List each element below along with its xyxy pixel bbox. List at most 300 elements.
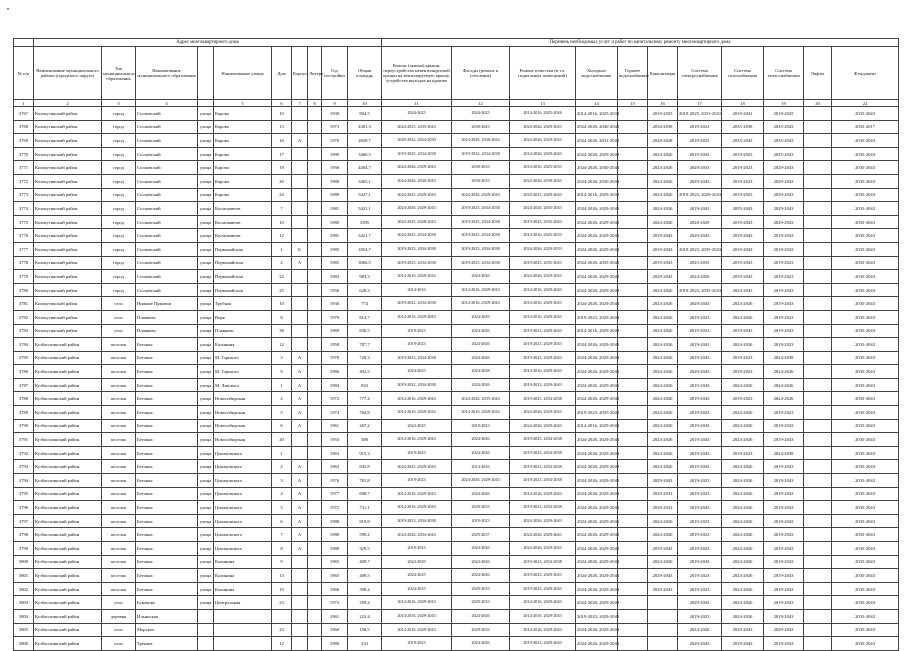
table-cell: 2035-2043 — [832, 256, 899, 270]
table-cell: поселок — [102, 419, 136, 433]
table-cell: 2024-2026 — [452, 351, 510, 365]
table-cell: село — [102, 623, 136, 637]
column-header-row — [14, 47, 899, 100]
column-header: Фасады (ремонт и утепление) — [452, 47, 510, 100]
table-cell: 2024-2026, 2029-2043 — [576, 433, 618, 447]
table-cell: 2019-2023, 2034-2038 — [510, 555, 576, 569]
table-cell: 2019-2023 — [382, 542, 452, 556]
table-cell: 3767 — [14, 107, 34, 121]
table-cell — [292, 310, 308, 324]
table-cell: Новосибирская — [214, 406, 272, 420]
table-cell: 2035-2043 — [832, 229, 899, 243]
table-cell: 2024-2026, 2029-2043 — [576, 514, 618, 528]
table-cell: 2024-2026 — [648, 446, 678, 460]
table-cell: Бетонка — [136, 528, 198, 542]
table-cell — [308, 460, 322, 474]
table-cell: Калинина — [214, 582, 272, 596]
table-cell: 2024-2026, 2029-2043 — [510, 419, 576, 433]
table-cell — [804, 147, 832, 161]
table-cell: 2019-2025, 2034-2038 — [452, 242, 510, 256]
table-cell: поселок — [102, 474, 136, 488]
table-cell: 3795 — [14, 487, 34, 501]
table-cell: 38 — [272, 324, 292, 338]
table-cell: 2019-2023, 2034-2038 — [382, 514, 452, 528]
table-cell — [292, 324, 308, 338]
table-cell: 1961 — [322, 419, 348, 433]
table-cell — [618, 229, 648, 243]
table-row — [14, 433, 899, 447]
table-cell: 2029-2043 — [678, 637, 722, 651]
table-cell: 1956 — [322, 283, 348, 297]
table-cell — [308, 188, 322, 202]
table-cell: село — [102, 297, 136, 311]
table-cell: поселок — [102, 338, 136, 352]
table-cell — [292, 433, 308, 447]
table-cell: улица — [198, 202, 214, 216]
table-cell: Первомайская — [214, 256, 272, 270]
table-cell: 1958 — [322, 338, 348, 352]
table-cell: поселок — [102, 351, 136, 365]
table-cell: Кузбасскинский район — [34, 596, 102, 610]
table-cell — [292, 446, 308, 460]
table-cell: 3777 — [14, 242, 34, 256]
table-cell: 1988 — [322, 188, 348, 202]
column-header: Наименование улицы — [214, 47, 272, 100]
table-cell: Новосибирская — [214, 419, 272, 433]
table-cell: 2019-2023, 2035-2043 — [678, 283, 722, 297]
table-cell: 764,8 — [348, 406, 382, 420]
table-cell: 398,4 — [348, 582, 382, 596]
table-cell: 2024-2025 — [452, 107, 510, 121]
table-cell: Кузбасскинский район — [34, 338, 102, 352]
table-cell — [292, 229, 308, 243]
table-row — [14, 310, 899, 324]
table-cell: 3768 — [14, 120, 34, 134]
table-cell: 3 — [272, 351, 292, 365]
table-cell: 2019-2043 — [722, 229, 764, 243]
table-cell: 2014-2016 — [382, 283, 452, 297]
table-row — [14, 460, 899, 474]
table-cell — [618, 555, 648, 569]
table-row — [14, 528, 899, 542]
table-cell: 3805 — [14, 623, 34, 637]
table-cell: Сосновский — [136, 147, 198, 161]
table-cell: 2024-2026 — [722, 609, 764, 623]
table-cell: 3421,7 — [348, 229, 382, 243]
table-cell: 2024-2029 — [382, 555, 452, 569]
table-cell: 2 — [272, 460, 292, 474]
table-cell — [308, 514, 322, 528]
table-cell: 2019-2023, 2029-2043 — [510, 338, 576, 352]
table-cell: поселок — [102, 433, 136, 447]
column-number: 6 — [272, 100, 292, 107]
table-cell: 2019-2043 — [678, 460, 722, 474]
table-cell — [648, 609, 678, 623]
table-cell: улица — [198, 501, 214, 515]
table-cell: 2024-2026 — [648, 433, 678, 447]
table-cell: Карова — [214, 161, 272, 175]
table-cell: 2024-2026 — [452, 270, 510, 284]
table-cell: 2024-2026, 2029-2043 — [510, 406, 576, 420]
table-cell: город — [102, 134, 136, 148]
table-cell: 2019-2043 — [764, 433, 804, 447]
table-cell: поселок — [102, 569, 136, 583]
table-cell: 2019-2025, 2034-2038 — [452, 256, 510, 270]
table-cell: 24 — [272, 188, 292, 202]
table-cell: 2024-2028 — [452, 365, 510, 379]
table-cell: 2024-2026 — [722, 433, 764, 447]
table-cell: улица — [198, 514, 214, 528]
table-cell: 810,8 — [348, 514, 382, 528]
table-cell: Калинина — [214, 569, 272, 583]
table-cell — [804, 351, 832, 365]
table-cell: 2024-2026 — [722, 487, 764, 501]
table-cell: 3786 — [14, 365, 34, 379]
table-cell: 2019-2023, 2029-2043 — [576, 310, 618, 324]
table-cell: 2024-2026, 2029-2043 — [382, 202, 452, 216]
table-cell: 2024-2029 — [452, 310, 510, 324]
table-cell: 2014-2016, 2029-2043 — [576, 419, 618, 433]
table-cell — [804, 433, 832, 447]
table-cell: 2014-2016, 2029-2043 — [382, 609, 452, 623]
table-cell: 2024-2026 — [648, 351, 678, 365]
table-cell — [618, 310, 648, 324]
table-cell: 1972 — [322, 501, 348, 515]
table-cell: 2024-2026 — [678, 623, 722, 637]
table-cell: 2019-2043 — [678, 378, 722, 392]
table-cell — [308, 283, 322, 297]
table-cell: 2035-2043 — [832, 365, 899, 379]
table-cell: Сосновский — [136, 215, 198, 229]
table-cell — [292, 582, 308, 596]
table-cell: 2024-2026 — [722, 528, 764, 542]
table-cell: 12 — [272, 229, 292, 243]
table-cell: 1980 — [322, 637, 348, 651]
table-cell: Ворк — [214, 310, 272, 324]
table-cell: Кольчугинский район — [34, 134, 102, 148]
table-cell: 774 — [348, 297, 382, 311]
table-cell: 2035-2043 — [832, 609, 899, 623]
table-cell: 2024-2025 — [382, 107, 452, 121]
table-cell: 2019-2023 — [722, 446, 764, 460]
table-cell: Карова — [214, 107, 272, 121]
table-cell: 2019-2023, 2035-2043 — [678, 242, 722, 256]
table-cell: 2024-2025 — [382, 365, 452, 379]
table-cell: 2014-2016, 2029-2043 — [510, 596, 576, 610]
table-cell: 2019-2043 — [722, 256, 764, 270]
table-cell: 3774 — [14, 202, 34, 216]
table-cell: 3787 — [14, 378, 34, 392]
table-cell: 2035-2043 — [832, 474, 899, 488]
table-cell: 2014-2016, 2029-2043 — [510, 487, 576, 501]
table-cell: 2014-2016, 2025-2033 — [576, 107, 618, 121]
table-row — [14, 161, 899, 175]
table-cell: 2019-2023 — [452, 514, 510, 528]
table-row — [14, 596, 899, 610]
table-cell: 25 — [272, 283, 292, 297]
table-cell: 2019-2023 — [764, 256, 804, 270]
column-header: Фундамент — [832, 47, 899, 100]
table-cell: 2029-2043 — [678, 297, 722, 311]
table-cell — [804, 270, 832, 284]
table-cell: 2019-2023, 2034-2038 — [510, 474, 576, 488]
table-cell — [804, 446, 832, 460]
table-cell: 2014-2016, 2029-2043 — [452, 406, 510, 420]
table-cell: 2029-2033 — [452, 582, 510, 596]
table-cell: Кузбасскинский район — [34, 433, 102, 447]
table-cell: 2035-2043 — [832, 528, 899, 542]
table-cell: 2029-2043 — [678, 229, 722, 243]
table-cell: 3769 — [14, 134, 34, 148]
table-cell — [308, 609, 322, 623]
table-cell — [804, 310, 832, 324]
table-cell: 2019-2023, 2034-2038 — [382, 351, 452, 365]
table-cell: Бетонка — [136, 582, 198, 596]
table-cell — [308, 433, 322, 447]
table-cell — [618, 474, 648, 488]
table-cell — [308, 501, 322, 515]
table-cell: улица — [198, 134, 214, 148]
table-row — [14, 419, 899, 433]
table-cell: 2024-2026, 2029-2043 — [576, 242, 618, 256]
table-cell: Карова — [214, 147, 272, 161]
table-cell: 2024-2026, 2029-2043 — [576, 474, 618, 488]
table-cell: Сосновский — [136, 256, 198, 270]
table-cell: 3773 — [14, 188, 34, 202]
table-cell: 2035-2043 — [832, 392, 899, 406]
table-cell: А — [292, 134, 308, 148]
table-cell: 2024-2026, 2035-2043 — [576, 256, 618, 270]
column-header: Общая площадь — [348, 47, 382, 100]
table-cell: Сосновский — [136, 161, 198, 175]
table-cell: 23 — [272, 623, 292, 637]
table-cell — [804, 283, 832, 297]
table-row — [14, 351, 899, 365]
table-cell — [618, 365, 648, 379]
table-cell: 2024-2026 — [648, 419, 678, 433]
table-cell: 2019-2043 — [764, 514, 804, 528]
table-cell: 3785 — [14, 351, 34, 365]
table-cell: 2019-2023 — [678, 406, 722, 420]
table-cell — [804, 487, 832, 501]
table-cell: улица — [198, 324, 214, 338]
table-cell — [308, 419, 322, 433]
table-cell: Первомайская — [214, 242, 272, 256]
table-cell: 2024-2026, 2029-2043 — [510, 270, 576, 284]
table-cell: село — [102, 596, 136, 610]
column-header: Тип муниципального образования — [102, 47, 136, 100]
table-cell: 2024-2026 — [648, 338, 678, 352]
table-cell: 2024-2026 — [722, 419, 764, 433]
table-cell: 2035-2043 — [832, 297, 899, 311]
table-cell: 2035-2043 — [832, 637, 899, 651]
column-header: Система газоснабжения — [722, 47, 764, 100]
table-cell: 845,8 — [348, 460, 382, 474]
table-cell: 388 — [348, 433, 382, 447]
table-cell: улица — [198, 297, 214, 311]
table-cell: 1938 — [322, 107, 348, 121]
table-cell: улица — [198, 446, 214, 460]
table-cell: 2019-2023 — [382, 474, 452, 488]
table-cell: А — [292, 474, 308, 488]
table-cell — [804, 569, 832, 583]
table-cell: 2024-2026 — [722, 297, 764, 311]
table-cell: улица — [198, 406, 214, 420]
table-cell: 2035-2043 — [832, 161, 899, 175]
table-cell: поселок — [102, 514, 136, 528]
table-cell: 2019-2043 — [678, 555, 722, 569]
table-cell: 2035-2043 — [832, 446, 899, 460]
table-cell: 1980 — [322, 215, 348, 229]
table-cell: 1 — [272, 446, 292, 460]
table-cell: 2035-2043 — [832, 460, 899, 474]
table-cell: 2019-2023, 2035-2043 — [576, 406, 618, 420]
table-cell: Новосибирская — [214, 433, 272, 447]
table-cell: 2024-2026 — [764, 365, 804, 379]
table-cell: 2029-2043 — [648, 582, 678, 596]
table-cell: 16 — [272, 134, 292, 148]
table-cell: Кольчугинский район — [34, 324, 102, 338]
table-cell: Новосибирская — [214, 392, 272, 406]
table-cell: улица — [198, 270, 214, 284]
table-cell: 1981 — [322, 229, 348, 243]
table-cell: 5421,1 — [348, 202, 382, 216]
table-cell: Сосновский — [136, 283, 198, 297]
table-cell: 2024-2025, 2034-2038 — [382, 229, 452, 243]
table-cell: 1979 — [322, 310, 348, 324]
column-header: № п/п — [14, 47, 34, 100]
table-cell: село — [102, 310, 136, 324]
column-header: Система теплоснабжения — [764, 47, 804, 100]
table-cell: 2019-2043 — [678, 501, 722, 515]
table-cell: село — [102, 637, 136, 651]
table-cell: Ильинская — [136, 609, 198, 623]
column-number-row — [14, 100, 899, 107]
column-header: Корпус — [292, 47, 308, 100]
table-cell: Плавнево — [136, 310, 198, 324]
table-cell: 2029-2043 — [764, 215, 804, 229]
table-cell: 2035-2043 — [832, 623, 899, 637]
table-cell: улица — [198, 229, 214, 243]
table-cell: 2014-2016, 2029-2043 — [382, 392, 452, 406]
table-cell: 2019-2023 — [764, 270, 804, 284]
table-cell: 2019-2023 — [678, 542, 722, 556]
table-cell: Кузбасскинский район — [34, 623, 102, 637]
table-cell: улица — [198, 569, 214, 583]
table-cell: Циолковского — [214, 460, 272, 474]
table-cell: 2024-2025 — [382, 419, 452, 433]
column-header: Ремонт отмостки (в т.ч. подвальных помещений) — [510, 47, 576, 100]
table-cell — [618, 623, 648, 637]
table-cell: 2035-2043 — [832, 351, 899, 365]
table-cell: 2024-2026, 2029-2043 — [576, 147, 618, 161]
table-cell: 3775 — [14, 215, 34, 229]
table-cell: 2024-2026 — [648, 555, 678, 569]
table-cell: 2029-2043 — [648, 474, 678, 488]
table-cell: 1985 — [322, 242, 348, 256]
table-cell: Сосновский — [136, 107, 198, 121]
table-cell: село — [102, 324, 136, 338]
table-cell: улица — [198, 365, 214, 379]
table-cell: 2019-2023, 2034-2038 — [510, 460, 576, 474]
table-cell: Циолковского — [214, 446, 272, 460]
table-cell: 2024-2026 — [452, 555, 510, 569]
table-cell: 2019-2023 — [382, 446, 452, 460]
table-cell: 2019-2043 — [722, 270, 764, 284]
table-cell: 2019-2023 — [678, 120, 722, 134]
column-number: 2 — [34, 100, 102, 107]
table-cell: 781,8 — [348, 474, 382, 488]
table-cell — [618, 582, 648, 596]
table-cell — [308, 215, 322, 229]
table-cell: 2019-2043 — [764, 582, 804, 596]
table-cell — [292, 338, 308, 352]
table-cell: Бетонка — [136, 555, 198, 569]
table-cell — [308, 582, 322, 596]
table-cell: 2019-2043 — [678, 338, 722, 352]
table-cell — [618, 338, 648, 352]
table-cell: 2019-2025, 2034-2038 — [452, 229, 510, 243]
table-cell: Кольчугинский район — [34, 242, 102, 256]
table-cell: улица — [198, 161, 214, 175]
table-cell — [292, 270, 308, 284]
table-cell: 3794 — [14, 474, 34, 488]
table-cell: 2014-2016, 2029-2043 — [452, 283, 510, 297]
table-cell: 2024-2026 — [722, 501, 764, 515]
table-cell — [292, 569, 308, 583]
table-cell: 2019-2043 — [648, 256, 678, 270]
table-cell: Первомайская — [214, 283, 272, 297]
table-cell — [618, 297, 648, 311]
table-cell — [308, 623, 322, 637]
table-cell: улица — [198, 242, 214, 256]
table-cell: 2035-2043 — [832, 406, 899, 420]
table-cell: 1973 — [322, 596, 348, 610]
table-cell: 2019-2043 — [764, 555, 804, 569]
table-cell — [214, 609, 272, 623]
table-cell: 2024-2026 — [722, 514, 764, 528]
table-cell: город — [102, 188, 136, 202]
table-cell: А — [292, 514, 308, 528]
table-cell: 3460,5 — [348, 147, 382, 161]
table-cell: 2014-2016, 2029-2043 — [382, 433, 452, 447]
table-cell: 1988 — [322, 174, 348, 188]
table-cell — [804, 623, 832, 637]
table-cell: 2024-2026, 2029-2043 — [576, 229, 618, 243]
table-cell: улица — [198, 338, 214, 352]
table-row — [14, 338, 899, 352]
column-header: Ремонт (замена) крыши, переустройство невентилируемой крыши на вентилируемую крышу, устройство выходов на кровлю — [382, 47, 452, 100]
table-cell: 1 — [272, 242, 292, 256]
table-cell — [618, 147, 648, 161]
table-cell: 2035-2043 — [832, 174, 899, 188]
table-cell — [308, 351, 322, 365]
table-cell: 2019-2025, 2035-2043 — [510, 215, 576, 229]
table-row — [14, 446, 899, 460]
table-row — [14, 542, 899, 556]
table-cell: 3782 — [14, 310, 34, 324]
table-cell: 2025-2043 — [764, 147, 804, 161]
table-cell: 2024-2026, 2029-2043 — [576, 215, 618, 229]
table-cell: А — [292, 487, 308, 501]
table-cell: 2029-2033 — [452, 596, 510, 610]
table-cell: 830,5 — [348, 324, 382, 338]
table-cell: 2024-2026, 2030-2043 — [576, 174, 618, 188]
table-cell: 2024-2026 — [764, 392, 804, 406]
table-cell: город — [102, 174, 136, 188]
table-cell: 2035-2043 — [832, 542, 899, 556]
column-header: Наименование муниципального района (городского округа) — [34, 47, 102, 100]
